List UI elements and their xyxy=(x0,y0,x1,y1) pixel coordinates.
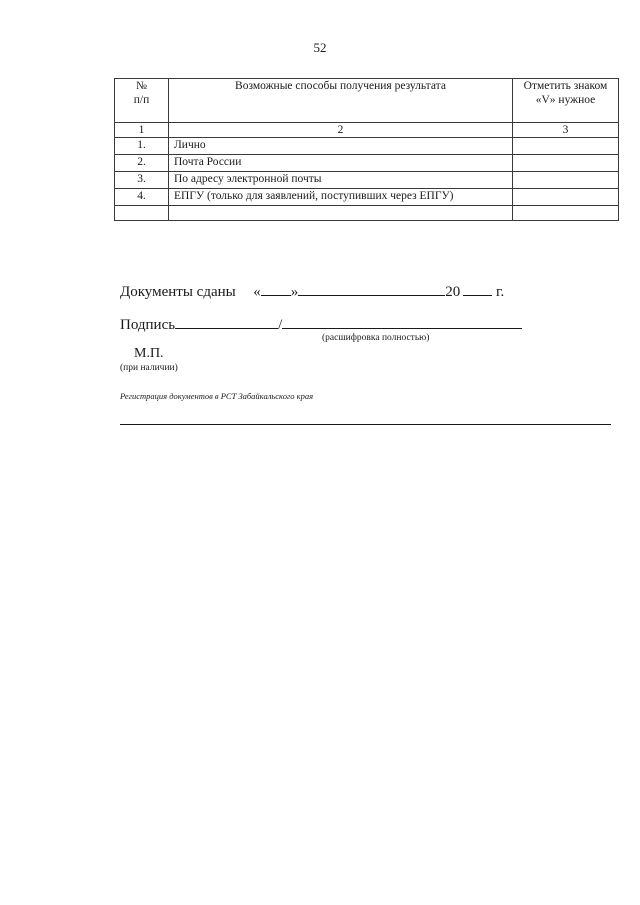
row-number: 4. xyxy=(115,189,169,206)
empty-cell xyxy=(169,206,513,221)
page-number: 52 xyxy=(313,40,327,55)
row-mark-cell[interactable] xyxy=(513,138,619,155)
signature-line xyxy=(120,315,522,334)
column-number: 3 xyxy=(513,123,619,138)
signature-separator: / xyxy=(278,317,283,333)
close-quote: » xyxy=(290,284,299,300)
row-method: Лично xyxy=(169,138,513,155)
result-methods-table xyxy=(114,78,619,221)
open-quote: « xyxy=(253,284,261,300)
documents-submitted-line xyxy=(120,282,504,301)
year-field[interactable] xyxy=(463,282,492,296)
table-row xyxy=(115,172,619,189)
row-mark-cell[interactable] xyxy=(513,155,619,172)
signature-label: Подпись xyxy=(120,317,176,333)
seal-label: М.П. xyxy=(134,346,164,361)
empty-cell xyxy=(115,206,169,221)
column-number: 2 xyxy=(169,123,513,138)
day-field[interactable] xyxy=(261,282,291,296)
header-mark: Отметить знаком «V» нужное xyxy=(513,79,619,123)
year-suffix: г. xyxy=(495,284,505,300)
column-number: 1 xyxy=(115,123,169,138)
column-numbers-row xyxy=(115,123,619,138)
row-method: По адресу электронной почты xyxy=(169,172,513,189)
empty-cell xyxy=(513,206,619,221)
documents-submitted-label: Документы сданы xyxy=(120,284,236,300)
month-field[interactable] xyxy=(298,282,445,296)
seal-note: (при наличии) xyxy=(120,363,178,373)
signature-caption: (расшифровка полностью) xyxy=(322,333,430,343)
table-empty-row xyxy=(115,206,619,221)
table-row xyxy=(115,138,619,155)
registration-label: Регистрация документов в РСТ Забайкальского края xyxy=(120,391,314,401)
row-method: Почта России xyxy=(169,155,513,172)
table-row xyxy=(115,189,619,206)
signature-decoding-field[interactable] xyxy=(282,315,522,329)
signature-field[interactable] xyxy=(175,315,278,329)
header-method: Возможные способы получения результата xyxy=(169,79,513,123)
row-number: 3. xyxy=(115,172,169,189)
table-row xyxy=(115,155,619,172)
row-method: ЕПГУ (только для заявлений, поступивших через ЕПГУ) xyxy=(169,189,513,206)
row-mark-cell[interactable] xyxy=(513,172,619,189)
row-number: 2. xyxy=(115,155,169,172)
table-header-row xyxy=(115,79,619,123)
row-number: 1. xyxy=(115,138,169,155)
registration-line[interactable] xyxy=(120,424,611,425)
row-mark-cell[interactable] xyxy=(513,189,619,206)
header-number: № п/п xyxy=(115,79,169,123)
year-prefix: 20 xyxy=(445,284,461,300)
